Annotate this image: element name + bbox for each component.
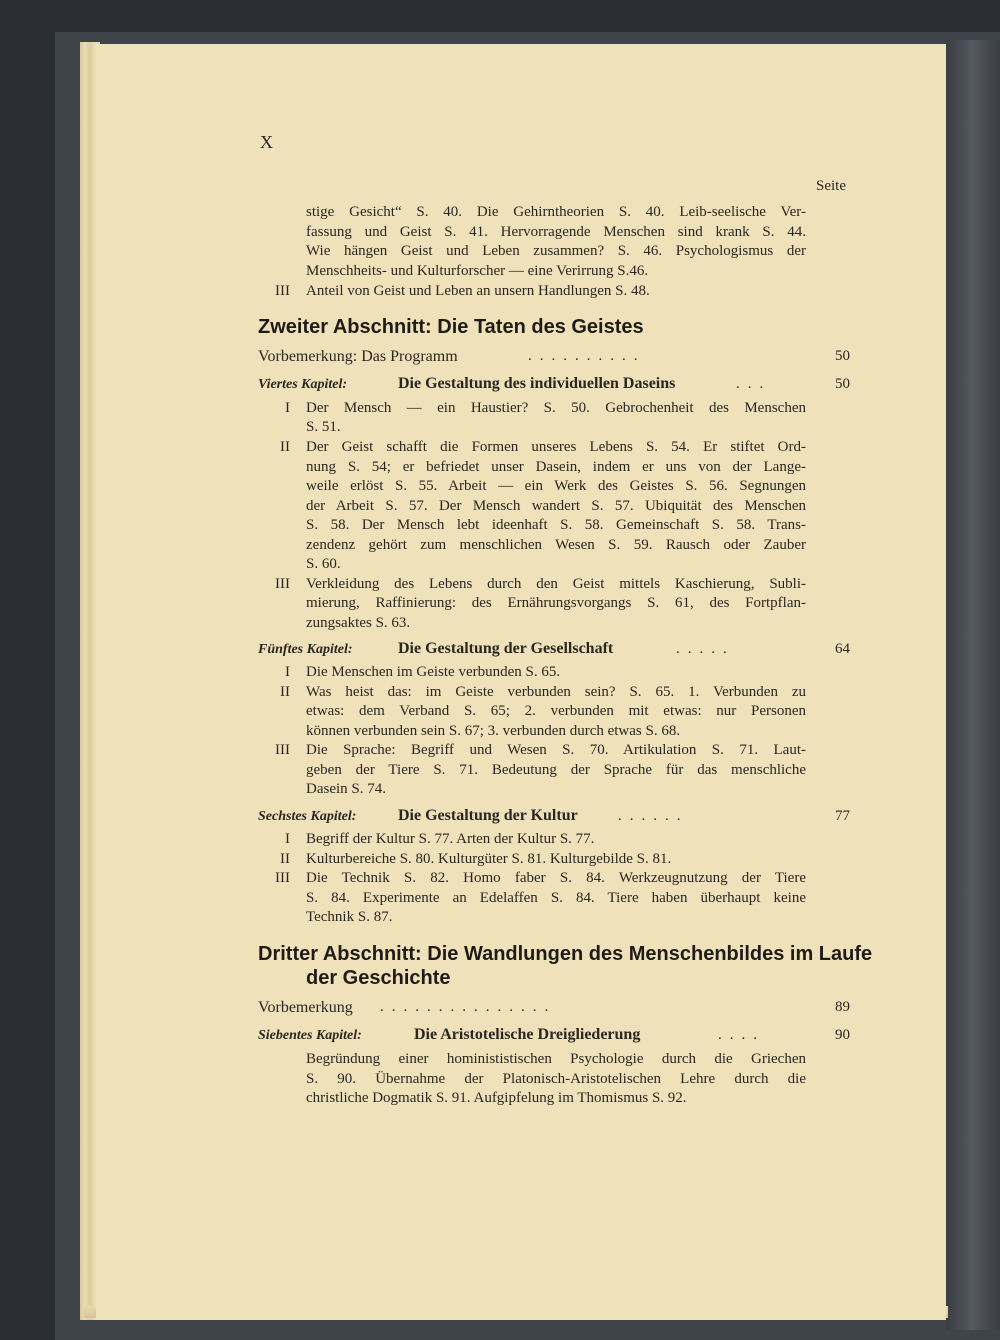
- leader-dots: ......: [618, 808, 689, 824]
- leader-dots: .....: [676, 641, 735, 657]
- toc-line: etwas: dem Verband S. 65; 2. verbunden mit etwas: nur Personen: [306, 703, 806, 719]
- roman-numeral: II: [280, 439, 290, 455]
- leader-dots: ...: [736, 376, 772, 392]
- toc-line: Dasein S. 74.: [306, 781, 386, 797]
- chapter-label: Fünftes Kapitel:: [258, 642, 353, 657]
- leader-dots: ..........: [528, 348, 646, 364]
- toc-line: zungsaktes S. 63.: [306, 615, 411, 631]
- section-heading: Zweiter Abschnitt: Die Taten des Geistes: [258, 316, 644, 338]
- toc-line: nung S. 54; er befriedet unser Dasein, indem er uns von der Lange-: [306, 459, 806, 475]
- roman-numeral: III: [275, 870, 290, 886]
- book-spine: [946, 40, 1000, 1330]
- chapter-label: Viertes Kapitel:: [258, 377, 348, 392]
- toc-line: Menschheits- und Kulturforscher — eine Verirrung S.46.: [306, 263, 649, 279]
- toc-line: Begriff der Kultur S. 77. Arten der Kultur S. 77.: [306, 831, 595, 847]
- toc-line: Technik S. 87.: [306, 909, 393, 925]
- toc-line: mierung, Raffinierung: des Ernährungsvorgangs S. 61, des Fortpflan-: [306, 595, 806, 611]
- toc-page-ref: 77: [835, 808, 850, 824]
- toc-line: S. 84. Experimente an Edelaffen S. 84. Tiere haben überhaupt keine: [306, 890, 806, 906]
- roman-numeral: III: [275, 283, 290, 299]
- toc-line: geben der Tiere S. 71. Bedeutung der Sprache für das menschliche: [306, 762, 806, 778]
- toc-line: Wie hängen Geist und Leben zusammen? S. 46. Psychologismus der: [306, 243, 806, 259]
- roman-numeral: III: [275, 742, 290, 758]
- chapter-label: Siebentes Kapitel:: [258, 1028, 362, 1043]
- toc-page-ref: 90: [835, 1027, 850, 1043]
- toc-entry-label: Vorbemerkung: [258, 999, 353, 1016]
- toc-line: Der Mensch — ein Haustier? S. 50. Gebrochenheit des Menschen: [306, 400, 806, 416]
- toc-line: Anteil von Geist und Leben an unsern Handlungen S. 48.: [306, 283, 650, 299]
- toc-line: christliche Dogmatik S. 91. Aufgipfelung im Thomismus S. 92.: [306, 1090, 687, 1106]
- seite-label: Seite: [816, 178, 846, 194]
- chapter-title: Die Aristotelische Dreigliederung: [414, 1026, 641, 1043]
- leader-dots: ....: [718, 1027, 765, 1043]
- toc-line: stige Gesicht“ S. 40. Die Gehirntheorien S. 40. Leib-seelische Ver-: [306, 204, 806, 220]
- toc-line: weile erlöst S. 55. Arbeit — ein Werk des Geistes S. 56. Segnungen: [306, 478, 806, 494]
- toc-line: zendenz gehört zum menschlichen Wesen S. 59. Rausch oder Zauber: [306, 537, 806, 553]
- toc-page-ref: 50: [835, 376, 850, 392]
- toc-line: fassung und Geist S. 41. Hervorragende Menschen sind krank S. 44.: [306, 224, 806, 240]
- toc-page-ref: 89: [835, 999, 850, 1015]
- chapter-title: Die Gestaltung der Gesellschaft: [398, 640, 614, 657]
- toc-line: Die Sprache: Begriff und Wesen S. 70. Artikulation S. 71. Laut-: [306, 742, 806, 758]
- roman-numeral: II: [280, 684, 290, 700]
- toc-line: S. 51.: [306, 419, 341, 435]
- roman-numeral: II: [280, 851, 290, 867]
- toc-line: Begründung einer hominististischen Psychologie durch die Griechen: [306, 1051, 806, 1067]
- page-number: X: [260, 132, 273, 152]
- toc-page-ref: 64: [835, 641, 850, 657]
- roman-numeral: I: [285, 664, 290, 680]
- chapter-title: Die Gestaltung der Kultur: [398, 807, 578, 824]
- toc-line: S. 60.: [306, 556, 341, 572]
- toc-line: Die Menschen im Geiste verbunden S. 65.: [306, 664, 561, 680]
- chapter-title: Die Gestaltung des individuellen Daseins: [398, 375, 676, 392]
- toc-line: der Arbeit S. 57. Der Mensch wandert S. 57. Ubiquität des Menschen: [306, 498, 806, 514]
- roman-numeral: I: [285, 831, 290, 847]
- chapter-label: Sechstes Kapitel:: [258, 809, 357, 824]
- leader-dots: ...............: [380, 999, 557, 1015]
- toc-page-ref: 50: [835, 348, 850, 364]
- toc-line: Kulturbereiche S. 80. Kulturgüter S. 81. Kulturgebilde S. 81.: [306, 851, 672, 867]
- toc-line: können verbunden sein S. 67; 3. verbunden durch etwas S. 68.: [306, 723, 681, 739]
- toc-line: Die Technik S. 82. Homo faber S. 84. Werkzeugnutzung der Tiere: [306, 870, 806, 886]
- toc-entry-label: Vorbemerkung: Das Programm: [258, 348, 458, 365]
- toc-line: S. 58. Der Mensch lebt ideenhaft S. 58. Gemeinschaft S. 58. Trans-: [306, 517, 806, 533]
- toc-line: Der Geist schafft die Formen unseres Lebens S. 54. Er stiftet Ord-: [306, 439, 806, 455]
- roman-numeral: III: [275, 576, 290, 592]
- toc-line: Was heist das: im Geiste verbunden sein? S. 65. 1. Verbunden zu: [306, 684, 806, 700]
- section-heading-continued: der Geschichte: [306, 967, 451, 989]
- section-heading: Dritter Abschnitt: Die Wandlungen des Menschenbildes im Laufe: [258, 943, 873, 965]
- toc-line: Verkleidung des Lebens durch den Geist mittels Kaschierung, Subli-: [306, 576, 806, 592]
- toc-line: S. 90. Übernahme der Platonisch-Aristotelischen Lehre durch die: [306, 1071, 806, 1087]
- roman-numeral: I: [285, 400, 290, 416]
